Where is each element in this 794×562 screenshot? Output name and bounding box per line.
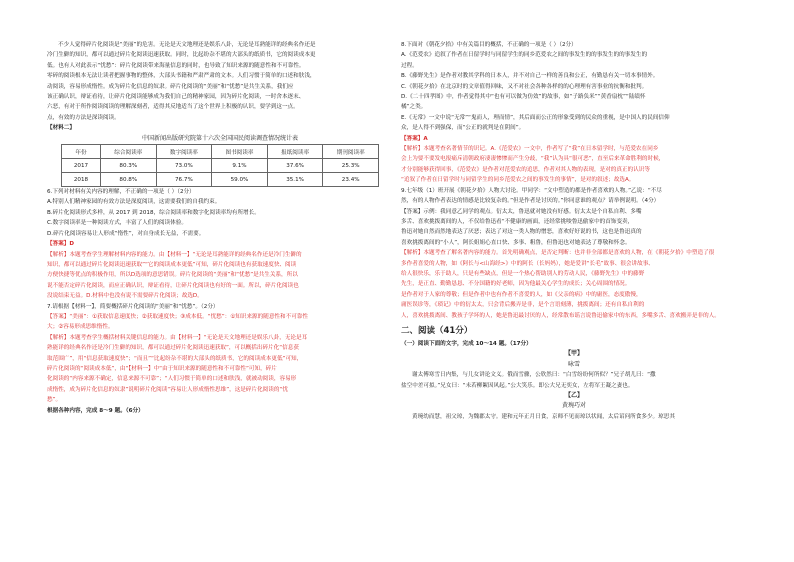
table-cell: 2018 (62, 173, 101, 187)
text-line: A.《范爱农》追叙了作者在日留学时与同留学生的同乡范爱农之间的事发生的的事发生的的事发生的 (401, 52, 648, 59)
text-line: 【解析】本题考查学生概括材料关键信息的能力。由【材料一】“无论是天文地理还是娱乐八卦，无论是耳 (47, 334, 308, 341)
text-line: 过程。 (401, 62, 418, 69)
table-cell: 37.6% (267, 159, 323, 173)
text-line: 知识，都可以通过碎片化阅读迅速获取”“它的阅读成本更低”可知，碎片化阅读也有获取速度快、阅读 (47, 261, 297, 268)
text-line: B.《藤野先生》是作者对教其学科的日本人，并不对自己一样的善良和公正，有勤恳有关一切本事情外。 (401, 73, 659, 80)
text-line: 成惰性，成为碎片化信息的奴隶”说明碎片化阅读“容易让人形成惰性思维”，这是碎片化阅读的“忧 (47, 386, 288, 393)
instruction-8-9: 根据各种内容，完成 8～9 题。（6分） (47, 407, 144, 414)
table-header-cell: 数字阅读率 (156, 145, 212, 159)
text-line: 多舌、喜欢挑拨离间的人，不仅给鲁迅看“不健康的画面，还经常挑唆鲁迅偷家中的首饰变卖， (401, 218, 634, 225)
table-cell: 2017 (62, 159, 101, 173)
question-9 (401, 186, 747, 248)
text-line: D.碎片化阅读容易让人形成“惰性”，对自身成长无益，不需要。 (47, 230, 205, 237)
q7-answer (47, 312, 393, 333)
table-cell: 35.1% (267, 173, 323, 187)
text-line: 方便快捷等优点的积极作用，所以D选项的意思错误。碎片化阅读的“美丽”和“忧愁”是共生关系，所以 (47, 272, 298, 279)
table-header-cell: 报纸阅读率 (267, 145, 323, 159)
section-title: 二、阅读（41分） (401, 325, 473, 336)
text-line: 六恶，有对于所作阅读阅读的理解深刻者，适得其反地适当了这个世界上积极的认识，要学到这一点。 (47, 104, 299, 111)
text-line: 6.下列对材料有关内容的理解，不正确的一项是（ ）（2分） (47, 189, 195, 196)
text-line: “追叙了作者在日留学时与同留学生的同乡范爱农之间的事发生的事情”，是对的叙述；故选A。 (401, 177, 635, 184)
text-line: 人，喜欢挑拨离间、教孩子学坏的人，她是鲁迅最讨厌的人，经常散布谣言说鲁迅偷家中的东西，多嘴多舌、喜欢搬弄是非的人。 (401, 312, 720, 319)
text-line: 9.七年级（1）班开展《朝花夕拾》人物大讨论。甲同学：“文中塑造的都是作者喜欢的人物。”乙说：“不尽 (401, 187, 662, 194)
left-column (47, 40, 393, 416)
table-cell: 9.1% (212, 159, 268, 173)
text-line: 没说结束无益。D.材料中也没有说不需要碎片化阅读；故选D。 (47, 293, 203, 300)
text-line: 庸医误诊等，《琐记》中的衍太太，只会背后搬弄是非，是个言语刻薄，挑拨离间；还有自私自利的 (401, 302, 645, 309)
table-cell: 76.7% (156, 173, 212, 187)
text-line: C.数字阅读率是一种阅读方式，丰富了人们的阅读体验。 (47, 220, 187, 227)
text-line: 【答案】“美丽”：①获取信息速度快；②获取速度快；③成本低。“忧愁”：①知识来源的随意性和不可靠性 (47, 313, 308, 320)
text-line: 才分别能够获得回事，《范爱农》是作者对范爱农的追思，作者对其人物的表现，是对的真正的认识等 (401, 166, 650, 173)
text-line: 喜欢挑拨离间的“小人”，阿长姐姐心直口快、多事、粗鲁，但鲁迅也对她表达了尊敬和怀念。 (401, 239, 631, 246)
table-cell: 80.8% (101, 173, 157, 187)
text-line: 低。也有人对此表示“忧愁”：碎片化阅读带来海量信息的同时，也导致了知识来源的随意性和不可靠性。 (47, 62, 305, 69)
table-cell: 80.3% (101, 159, 157, 173)
text-line: 橘”之类。 (401, 104, 427, 111)
table-header-cell: 图书阅读率 (212, 145, 268, 159)
question-8 (401, 40, 747, 134)
text-line: 然，有的人物作者表达的情感是比较复杂的。”但是作者是讨厌的。”你同意谁的观点？请举例说明。（4分） (401, 198, 660, 205)
text-line: 该正确认识，辩证看待，让碎片化阅读能够成为我们自己的精神家园，因为碎片化阅读，一时舍本逐末、 (47, 94, 305, 101)
jia-title: 咏雪 (567, 360, 580, 368)
table-header-cell: 综合阅读率 (101, 145, 157, 159)
text-line: B.碎片化阅读形式多样，从 2017 到 2018，综合阅读率和数字化阅读率均有所增长。 (47, 209, 260, 216)
table-cell: 73.0% (156, 159, 212, 173)
text-line: 多作者喜爱的人物，如《阿长与<山海经>》中的阿长（长妈妈），她是爱讲“长毛”故事、很会讲故事、 (401, 260, 654, 267)
jia-text (401, 370, 747, 391)
sub-instruction: （一）阅读下面的文字，完成 10～14 题。（17分） (401, 340, 532, 347)
table-header-row (62, 145, 379, 159)
table-title: 中国新闻出版研究院第十六次全国国民阅读调查情况统计表 (141, 134, 298, 142)
table-header-cell: 年份 (62, 145, 101, 159)
q6-analysis (47, 250, 393, 302)
text-line: 【答案】示例：我同意乙同学的观点。衍太太，鲁迅就对她没有好感。衍太太是个自私自利、多嘴 (401, 208, 642, 215)
q8-answer: 【答案】A (401, 135, 428, 142)
text-line: 碎片化阅读的“阅读成本低”，由“【材料一】中“由于知识来源的随意性和不可靠性”可知，碎片 (47, 365, 277, 372)
text-line: 大；②容易形成思维惰性。 (47, 324, 114, 331)
table-cell: 59.0% (212, 173, 268, 187)
text-line: 鲁迅对她自然而然地表达了厌恶；表达了对这一类人物的憎恶，喜欢好好说的书，这也是鲁迅真的 (401, 229, 642, 236)
question-6 (47, 187, 393, 239)
text-line: 冷门生僻的知识，都可以通过碎片化阅读迅速获取。同时，比起纷杂不堪的大部头的纸质书，它的阅读成本更 (47, 52, 316, 59)
table-cell: 23.4% (323, 173, 379, 187)
text-line: E.《无常》一文中说“无常”“鬼而人，理而情”，其后面而公正的形象受到的民众的重视，是中国人的民间信仰 (401, 114, 670, 121)
q6-answer: 【答案】D (47, 241, 75, 248)
reading-rate-table (61, 144, 379, 187)
text-line: 熟能详的经典名作还是冷门生僻的知识，都可以通过碎片化阅读迅速获取”，可以概括出碎片化“信息获 (47, 345, 299, 352)
table-row (62, 159, 379, 173)
text-line: D.《二十四孝图》中，作者觉得其中“也有可以做为仿效”的故事，如“子路负米”“黄香扇枕”“陆绩怀 (401, 94, 646, 101)
text-line: A.特别人们精神家园的有效方法是深度阅读，这需要我们的自我约束。 (47, 199, 221, 206)
text-line: 零碎的阅读根本无法让读者把握事物的整体，大部头书籍和严肃严肃的文本。人们习惯于简单的口述和肤浅， (47, 73, 316, 80)
text-line: 化阅读的“内容来源不确定，信息来源不可靠”；“人们习惯于简单的口述和肤浅，就被动阅读，容易形 (47, 376, 297, 383)
text-line: 先生，是正直、勤勤恳恳、不分国籍的好老师，因为他最关心学生的成长；关心周围的情况。 (401, 281, 631, 288)
text-line: 【解析】本题考查名著情节的识记。A.《范爱农》一文中，作者写了“我”在日本留学时，与范爱农在同乡 (401, 146, 659, 153)
text-line: 会上为要不要发电报痛斥清朝政府凄凄惨惨而产生分歧，“我”认为具“很可恶”，直至后来革命胜利的时候， (401, 156, 665, 163)
passage-block (47, 40, 393, 123)
text-line: 谢太傅寒雪日内集，与儿女讲论文义。俄而雪骤，公欣然曰：“白雪纷纷何所似？”兄子胡儿曰：“撒 (412, 372, 656, 379)
text-line: 【解析】本题考查学生理解材料内容的能力。由【材料一】“无论是耳熟能详的经典名作还是冷门生僻的 (47, 251, 302, 258)
right-column (401, 40, 747, 422)
yi-title: 黄琬巧对 (561, 402, 586, 410)
text-line: 7.请根据【材料一】，简要概括碎片化阅读的“美丽”和“忧愁”。（2分） (47, 303, 219, 310)
yi-label: 【乙】 (564, 392, 583, 399)
text-line: 动阅读，容易形成惰性。成为碎片化信息的奴隶。碎片化阅读的“美丽”和“忧愁”是共生关系，我们应 (47, 83, 294, 90)
text-line: 是作者对于人家的尊敬；但是作者中也有作者不喜爱的人，如《父亲的病》中的庸医，态度傲慢， (401, 291, 642, 298)
text-line: C.《朝花夕拾》在北京时的文章值得回味，又不对社会各种各样的的心理理有害事业的抗衡和批判。 (401, 83, 648, 90)
text-line: 8.下面对《朝花夕拾》中有关篇目的概括，不正确的一项是（ ）（2分） (401, 42, 577, 48)
text-line: 黄琬幼而慧，祖父琼，为魏郡太守。建和元年正月日食，京师不见而琼以状闻，太后诏问所食多少。琼思其 (412, 413, 675, 420)
material2-label: 【材料二】 (47, 125, 75, 132)
text-line: 愁”。 (47, 397, 62, 404)
text-line: 不少人觉得碎片化阅读是“美丽”的危害。无论是天文地理还是娱乐八卦，无论是耳熟能详的经典名作还是 (58, 42, 316, 48)
text-line: 点，有效的方法是深读阅读。 (47, 114, 120, 121)
text-line: 盐空中差可拟。”兄女曰：“未若柳絮因风起。”公大笑乐。即公大兄无奕女，左将军王凝之妻也。 (401, 382, 634, 389)
text-line: 【解析】本题考查了解名著内容的能力。首先明确观点，是否定判断：也并非全部都是喜欢的人物，在《朝花夕拾》中塑造了很 (401, 250, 715, 257)
text-line: 众，是人得不到强保，而“公正的就判是在阴间”。 (401, 125, 525, 132)
question-7 (47, 302, 393, 312)
q7-analysis (47, 333, 393, 406)
table-cell: 25.3% (323, 159, 379, 173)
table-header-cell: 期刊阅读率 (323, 145, 379, 159)
q8-analysis (401, 144, 747, 186)
yi-text (401, 412, 747, 422)
jia-label: 【甲】 (564, 350, 583, 358)
q9-analysis (401, 248, 747, 321)
text-line: 取范围广”，用“信息获取速度快”；“而且”“比起纷杂不堪的大部头的纸质书，它的阅读成本更低”可知， (47, 355, 303, 362)
text-line: 说不能否定碎片化阅读，而应正确认识，辩证看待，让碎片化阅读也有好的一面。所以，碎片化阅读也 (47, 282, 299, 289)
text-line: 给人很快乐，乐于助人，只是有些缺点，但是一个热心帮助别人的劳动人民，《藤野先生》中的藤野 (401, 270, 645, 277)
table-row (62, 173, 379, 187)
